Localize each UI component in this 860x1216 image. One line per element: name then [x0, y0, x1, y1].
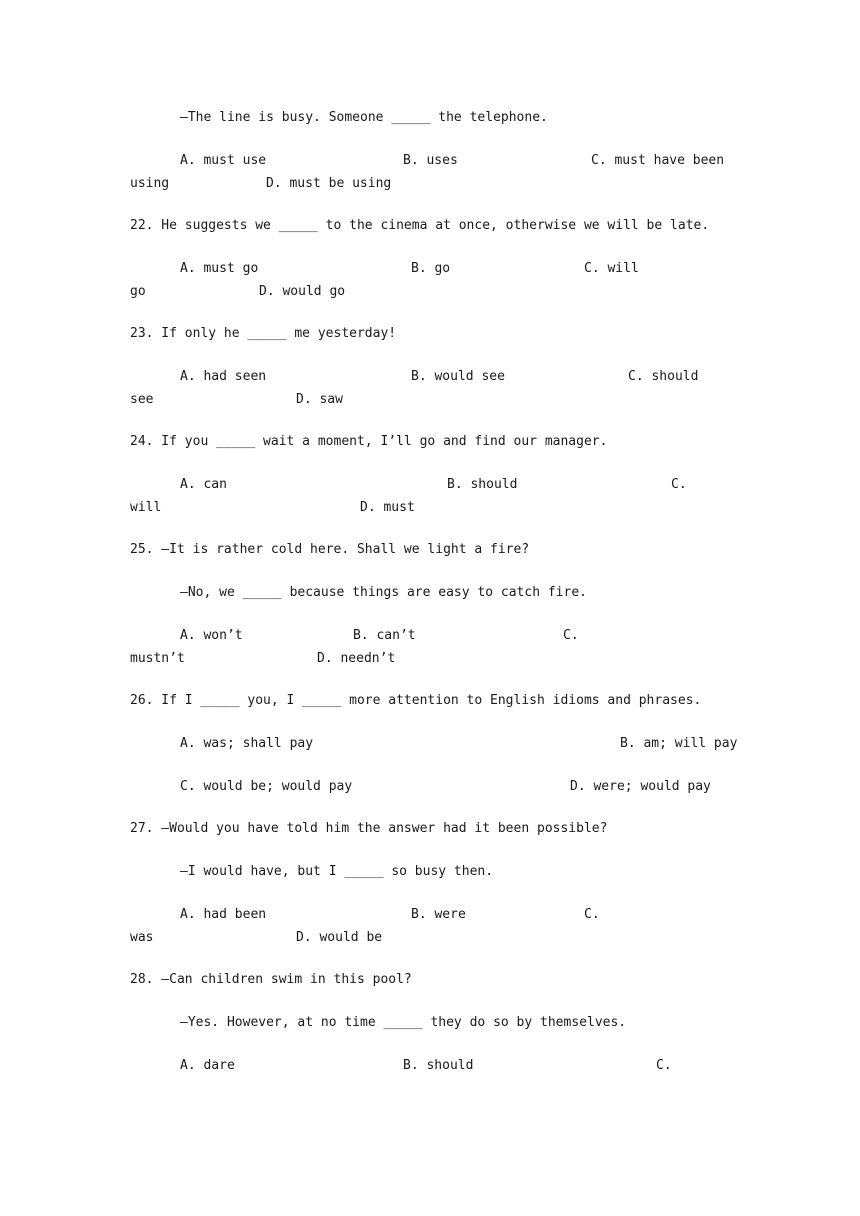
q22-option-a: A. must go [180, 261, 259, 276]
q27-option-b: B. were [411, 907, 466, 922]
q24-option-a: A. can [180, 477, 227, 492]
q27-option-d: D. would be [296, 930, 383, 945]
q26-option-b: B. am; will pay [620, 736, 738, 751]
q27-reply: —I would have, but I _____ so busy then. [180, 864, 494, 879]
q28-stem: 28. —Can children swim in this pool? [130, 972, 412, 987]
q23-option-c: C. should [628, 369, 699, 384]
q27-stem: 27. —Would you have told him the answer had it been possible? [130, 821, 608, 836]
q21-option-c-wrap: using [130, 176, 170, 191]
q27-option-a: A. had been [180, 907, 267, 922]
q23-option-d: D. saw [296, 392, 343, 407]
q22-option-b: B. go [411, 261, 451, 276]
q27-option-c-wrap: was [130, 930, 154, 945]
q28-option-b: B. should [403, 1058, 474, 1073]
q21-reply: —The line is busy. Someone _____ the telephone. [180, 110, 548, 125]
q23-stem: 23. If only he _____ me yesterday! [130, 326, 397, 341]
q25-option-c-wrap: mustn’t [130, 651, 185, 666]
q21-option-d: D. must be using [266, 176, 392, 191]
q24-option-c-wrap: will [130, 500, 162, 515]
q26-stem: 26. If I _____ you, I _____ more attention to English idioms and phrases. [130, 693, 702, 708]
q23-option-c-wrap: see [130, 392, 154, 407]
q21-option-b: B. uses [403, 153, 458, 168]
q24-option-c: C. [671, 477, 687, 492]
q28-option-c: C. [656, 1058, 672, 1073]
q22-stem: 22. He suggests we _____ to the cinema at once, otherwise we will be late. [130, 218, 710, 233]
q27-option-c: C. [584, 907, 600, 922]
q23-option-b: B. would see [411, 369, 505, 384]
q25-option-d: D. needn’t [317, 651, 396, 666]
q28-option-a: A. dare [180, 1058, 235, 1073]
q26-option-d: D. were; would pay [570, 779, 711, 794]
q24-option-b: B. should [447, 477, 518, 492]
q22-option-c: C. will [584, 261, 639, 276]
q22-option-d: D. would go [259, 284, 346, 299]
q21-option-c: C. must have been [591, 153, 725, 168]
q25-reply: —No, we _____ because things are easy to catch fire. [180, 585, 587, 600]
q21-option-a: A. must use [180, 153, 267, 168]
q25-stem: 25. —It is rather cold here. Shall we light a fire? [130, 542, 530, 557]
q26-option-c: C. would be; would pay [180, 779, 353, 794]
q28-reply: —Yes. However, at no time _____ they do so by themselves. [180, 1015, 627, 1030]
q24-stem: 24. If you _____ wait a moment, I’ll go and find our manager. [130, 434, 608, 449]
q25-option-a: A. won’t [180, 628, 243, 643]
q26-option-a: A. was; shall pay [180, 736, 314, 751]
q23-option-a: A. had seen [180, 369, 267, 384]
q25-option-b: B. can’t [353, 628, 416, 643]
q24-option-d: D. must [360, 500, 415, 515]
q25-option-c: C. [563, 628, 579, 643]
q22-option-c-wrap: go [130, 284, 146, 299]
